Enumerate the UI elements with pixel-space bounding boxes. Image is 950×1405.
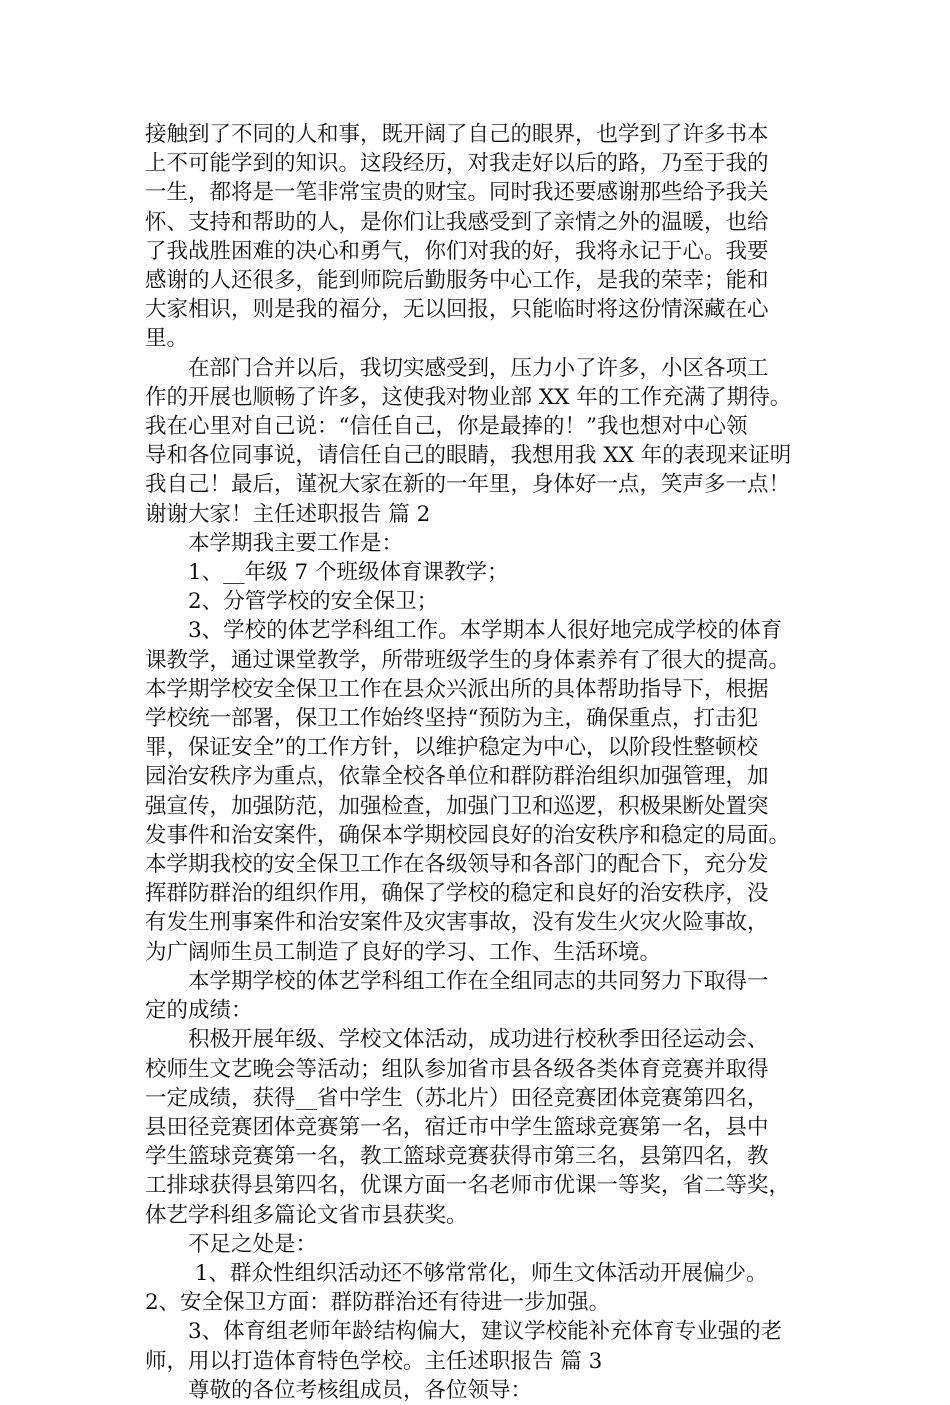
text-line: 体艺学科组多篇论文省市县获奖。 [145, 1202, 468, 1228]
text-line: 大家相识，则是我的福分，无以回报，只能临时将这份情深藏在心 [145, 297, 769, 323]
section-heading-line: 师，用以打造体育特色学校。主任述职报告 篇 3 [145, 1348, 603, 1374]
text-line: 感谢的人还很多，能到师院后勤服务中心工作，是我的荣幸；能和 [145, 268, 769, 294]
text-line: 我自己！最后，谨祝大家在新的一年里，身体好一点，笑声多一点！ [145, 472, 791, 498]
text-line: 罪，保证安全”的工作方针，以维护稳定为中心，以阶段性整顿校 [145, 735, 758, 761]
text-line: 怀、支持和帮助的人，是你们让我感受到了亲情之外的温暖，也给 [145, 209, 769, 235]
text-line: 工排球获得县第四名，优课方面一名老师市优课一等奖，省二等奖， [145, 1173, 791, 1199]
text-line: 挥群防群治的组织作用，确保了学校的稳定和良好的治安秩序，没 [145, 881, 769, 907]
text-line: 接触到了不同的人和事，既开阔了自己的眼界，也学到了许多书本 [145, 122, 769, 147]
text-line: 在部门合并以后，我切实感受到，压力小了许多，小区各项工 [145, 355, 769, 381]
list-item: 1、__年级 7 个班级体育课教学； [145, 560, 509, 586]
list-item: 2、分管学校的安全保卫； [145, 589, 439, 615]
text-line: 上不可能学到的知识。这段经历，对我走好以后的路，乃至于我的 [145, 151, 769, 177]
list-item: 1、群众性组织活动还不够常常化，师生文体活动开展偏少。 [145, 1260, 768, 1286]
text-line: 强宣传，加强防范，加强检查，加强门卫和巡逻，积极果断处置突 [145, 793, 769, 819]
text-line: 学校统一部署，保卫工作始终坚持“预防为主，确保重点，打击犯 [145, 706, 758, 732]
text-line: 定的成绩： [145, 998, 253, 1024]
text-line: 校师生文艺晚会等活动；组队参加省市县各级各类体育竞赛并取得 [145, 1056, 769, 1082]
text-line: 我在心里对自己说：“信任自己，你是最捧的！”我也想对中心领 [145, 414, 748, 440]
text-line: 一生，都将是一笔非常宝贵的财宝。同时我还要感谢那些给予我关 [145, 180, 769, 206]
text-line: 尊敬的各位考核组成员，各位领导： [145, 1377, 533, 1403]
text-line: 为广阔师生员工制造了良好的学习、工作、生活环境。 [145, 939, 662, 965]
text-line: 发事件和治安案件，确保本学期校园良好的治安秩序和稳定的局面。 [145, 822, 791, 848]
text-line: 本学期学校安全保卫工作在县众兴派出所的具体帮助指导下，根据 [145, 676, 769, 702]
document-body [145, 120, 815, 1405]
text-line: 本学期我校的安全保卫工作在各级领导和各部门的配合下，充分发 [145, 852, 769, 878]
list-item: 2、安全保卫方面：群防群治还有待进一步加强。 [145, 1290, 611, 1316]
text-line: 本学期我主要工作是： [145, 530, 404, 556]
text-line: 积极开展年级、学校文体活动，成功进行校秋季田径运动会、 [145, 1027, 769, 1053]
text-line: 本学期学校的体艺学科组工作在全组同志的共同努力下取得一 [145, 968, 769, 994]
text-line: 有发生刑事案件和治安案件及灾害事故，没有发生火灾火险事故， [145, 910, 769, 936]
text-line: 一定成绩，获得__省中学生（苏北片）田径竞赛团体竞赛第四名， [145, 1085, 769, 1111]
list-item: 3、体育组老师年龄结构偏大，建议学校能补充体育专业强的老 [145, 1319, 783, 1345]
list-item: 3、学校的体艺学科组工作。本学期本人很好地完成学校的体育 [145, 618, 783, 644]
text-line: 不足之处是： [145, 1231, 318, 1257]
text-line: 导和各位同事说，请信任自己的眼睛，我想用我 XX 年的表现来证明 [145, 443, 792, 469]
text-line: 学生篮球竞赛第一名，教工篮球竞赛获得市第三名，县第四名，教 [145, 1144, 769, 1170]
text-line: 县田径竞赛团体竞赛第一名，宿迁市中学生篮球竞赛第一名，县中 [145, 1114, 769, 1140]
section-heading-line: 谢谢大家！主任述职报告 篇 2 [145, 501, 431, 527]
text-line: 作的开展也顺畅了许多，这使我对物业部 XX 年的工作充满了期待。 [145, 384, 792, 410]
text-line: 了我战胜困难的决心和勇气，你们对我的好，我将永记于心。我要 [145, 238, 769, 264]
text-line: 园治安秩序为重点，依靠全校各单位和群防群治组织加强管理，加 [145, 764, 769, 790]
text-line: 课教学，通过课堂教学，所带班级学生的身体素养有了很大的提高。 [145, 647, 791, 673]
text-line: 里。 [145, 326, 189, 352]
